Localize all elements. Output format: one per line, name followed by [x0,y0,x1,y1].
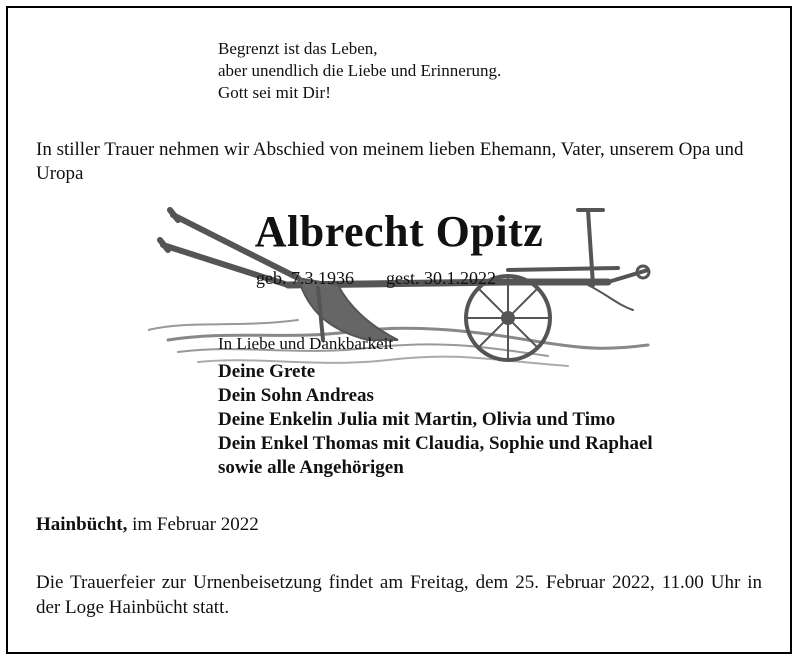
service-info: Die Trauerfeier zur Urnenbeisetzung findet am Freitag, dem 25. Februar 2022, 11.00 Uhr in der Loge Hainbücht statt. [36,572,762,618]
mourner-line: Deine Enkelin Julia mit Martin, Olivia und Timo [218,409,616,430]
poem-line: aber unendlich die Liebe und Erinnerung. [218,61,502,80]
place-town: Hainbücht, [36,514,128,535]
place-date [36,514,259,536]
mourner-line: Dein Sohn Andreas [218,385,374,406]
birth-date: geb. 7.3.1936 [256,268,354,288]
deceased-name: Albrecht Opitz [254,207,544,256]
place-month: im Februar 2022 [132,514,259,535]
death-date: gest. 30.1.2022 [386,268,496,288]
poem [218,38,501,104]
signoff-text: In Liebe und Dankbarkeit [218,334,394,353]
life-dates [256,268,496,289]
mourner-line: Dein Enkel Thomas mit Claudia, Sophie und Raphael [218,433,653,454]
obituary-notice [6,6,792,654]
poem-line: Gott sei mit Dir! [218,83,331,102]
mourner-line: Deine Grete [218,361,316,382]
mourners-list [218,360,653,480]
intro-text: In stiller Trauer nehmen wir Abschied von meinem lieben Ehemann, Vater, unserem Opa und Uropa [36,139,744,184]
mourner-line: sowie alle Angehörigen [218,457,404,478]
poem-line: Begrenzt ist das Leben, [218,39,378,58]
